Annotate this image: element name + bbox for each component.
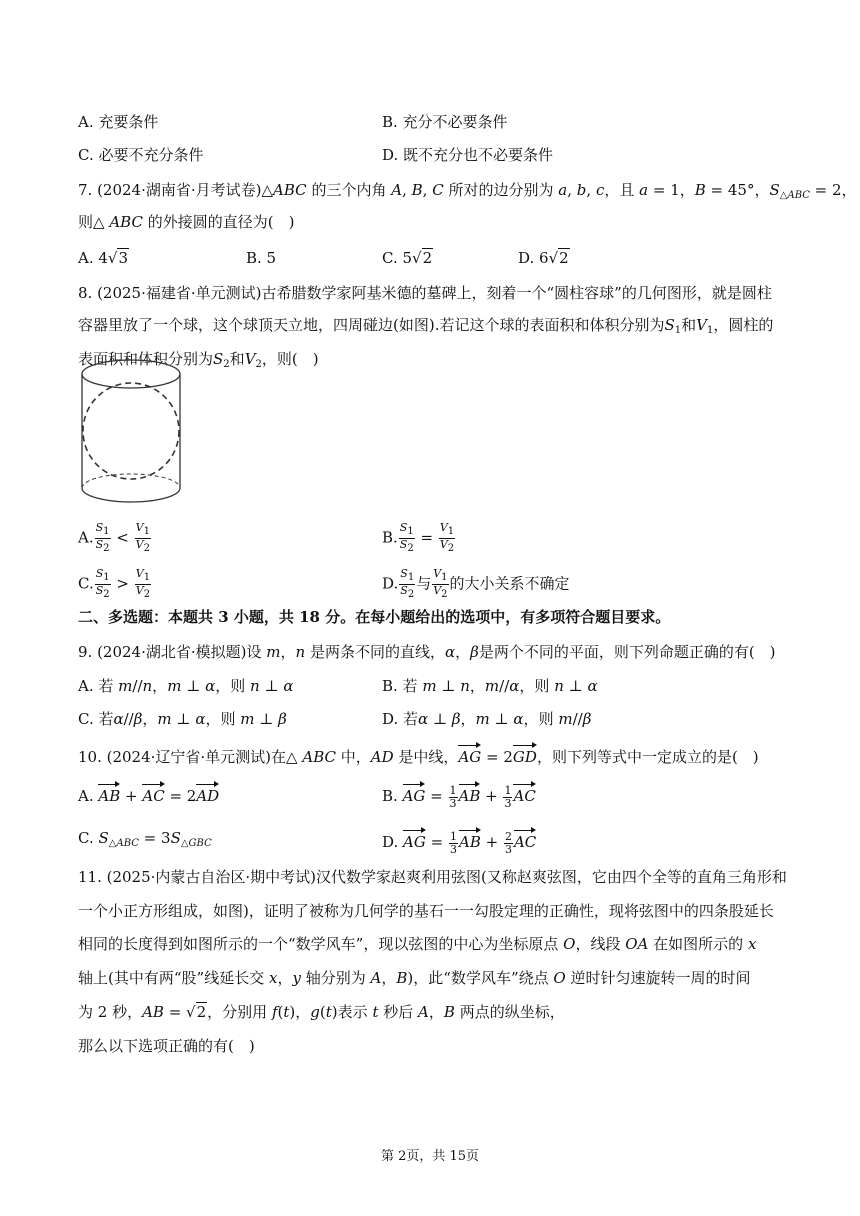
q11-stem-line2: 一个小正方形组成，如图)，证明了被称为几何学的基石一一勾股定理的正确性，现将弦图中的四条股延长 xyxy=(78,902,774,920)
q8-option-c[interactable]: C. $\frac{S1}{S2}$ > $\frac{V1}{V2}$ xyxy=(78,567,151,600)
q7-option-b[interactable]: B. 5 xyxy=(246,249,277,267)
q8-stem-line3: 表面积和体积分别为$S_2$和$V_2$，则( ) xyxy=(78,350,319,370)
q8-option-d[interactable]: D. $\frac{S1}{S2}$ 与 $\frac{V1}{V2}$ 的大小关系不确定 xyxy=(382,567,570,600)
q11-stem-line4: 轴上(其中有两“股”线延长交 x，y 轴分别为 A，B)，此“数学风车”绕点 O 逆时针匀速旋转一周的时间 xyxy=(78,969,751,987)
q11-stem-line6: 那么以下选项正确的有( ) xyxy=(78,1037,255,1055)
q11-stem-line3: 相同的长度得到如图所示的一个“数学风车”，现以弦图的中心为坐标原点 O，线段 OA 在如图所示的 x xyxy=(78,935,757,953)
page-footer: 第 2页，共 15页 xyxy=(380,1149,480,1164)
q8-option-a[interactable]: A. $\frac{S1}{S2}$ < $\frac{V1}{V2}$ xyxy=(78,521,150,554)
q10-option-c[interactable]: C. $S_{\triangle ABC} = 3S_{\triangle GBC}$ xyxy=(78,829,212,849)
q9-option-d[interactable]: D. 若α ⊥ β，m ⊥ α，则 m//β xyxy=(382,710,592,728)
q10-option-a[interactable]: A. AB + AC = 2AD xyxy=(78,782,219,806)
q9-option-c[interactable]: C. 若α//β，m ⊥ α，则 m ⊥ β xyxy=(78,710,287,728)
q9-option-b[interactable]: B. 若 m ⊥ n，m//α，则 n ⊥ α xyxy=(382,677,598,695)
q6-option-b[interactable]: B. 充分不必要条件 xyxy=(382,113,508,131)
q11-stem-line1: 11. (2025·内蒙古自治区·期中考试)汉代数学家赵爽利用弦图(又称赵爽弦图，它由四个全等的直角三角形和 xyxy=(78,868,787,886)
q9-stem: 9. (2024·湖北省·模拟题)设 m，n 是两条不同的直线，α，β是两个不同的平面，则下列命题正确的有( ) xyxy=(78,643,776,661)
q11-stem-line5: 为 2 秒，AB = √2，分别用 f(t)，g(t)表示 t 秒后 A，B 两点的纵坐标， xyxy=(78,1003,565,1021)
q7-stem-line1: 7. (2024·湖南省·月考试卷)△ABC 的三个内角 A, B, C 所对的边分别为 a, b, c，且 a = 1，B = 45°，$S_{\triangle ABC} = 2$， xyxy=(78,181,857,201)
q8-stem-line2: 容器里放了一个球，这个球顶天立地，四周碰边(如图).若记这个球的表面积和体积分别为$S_1$和$V_1$，圆柱的 xyxy=(78,316,774,336)
q7-option-c[interactable]: C. 5√2 xyxy=(382,249,433,267)
q7-stem-line2: 则△ ABC 的外接圆的直径为( ) xyxy=(78,213,295,231)
q6-option-c[interactable]: C. 必要不充分条件 xyxy=(78,146,204,164)
q8-option-b[interactable]: B. $\frac{S1}{S2}$ = $\frac{V1}{V2}$ xyxy=(382,521,455,554)
section-heading-multiple-choice: 二、多选题：本题共 3 小题，共 18 分。在每小题给出的选项中，有多项符合题目要求。 xyxy=(78,608,671,626)
q6-option-a[interactable]: A. 充要条件 xyxy=(78,113,159,131)
q10-stem: 10. (2024·辽宁省·单元测试)在△ ABC 中，AD 是中线，AG = 2GD，则下列等式中一定成立的是( ) xyxy=(78,743,759,767)
q7-source: 7. (2024·湖南省·月考试卷) xyxy=(78,181,262,199)
q7-option-d[interactable]: D. 6√2 xyxy=(518,249,569,267)
q9-option-a[interactable]: A. 若 m//n，m ⊥ α，则 n ⊥ α xyxy=(78,677,294,695)
q6-option-d[interactable]: D. 既不充分也不必要条件 xyxy=(382,146,554,164)
q8-stem-line1: 8. (2025·福建省·单元测试)古希腊数学家阿基米德的墓碑上，刻着一个“圆柱容球”的几何图形，就是圆柱 xyxy=(78,284,772,302)
q10-option-d[interactable]: D. AG = $\frac{1}{3}$ AB + $\frac{2}{3}$ AC xyxy=(382,829,537,856)
q10-option-b[interactable]: B. AG = $\frac{1}{3}$ AB + $\frac{1}{3}$ AC xyxy=(382,783,536,810)
cylinder-with-sphere-figure xyxy=(78,352,184,508)
q7-option-a[interactable]: A. 4√3 xyxy=(78,249,129,267)
